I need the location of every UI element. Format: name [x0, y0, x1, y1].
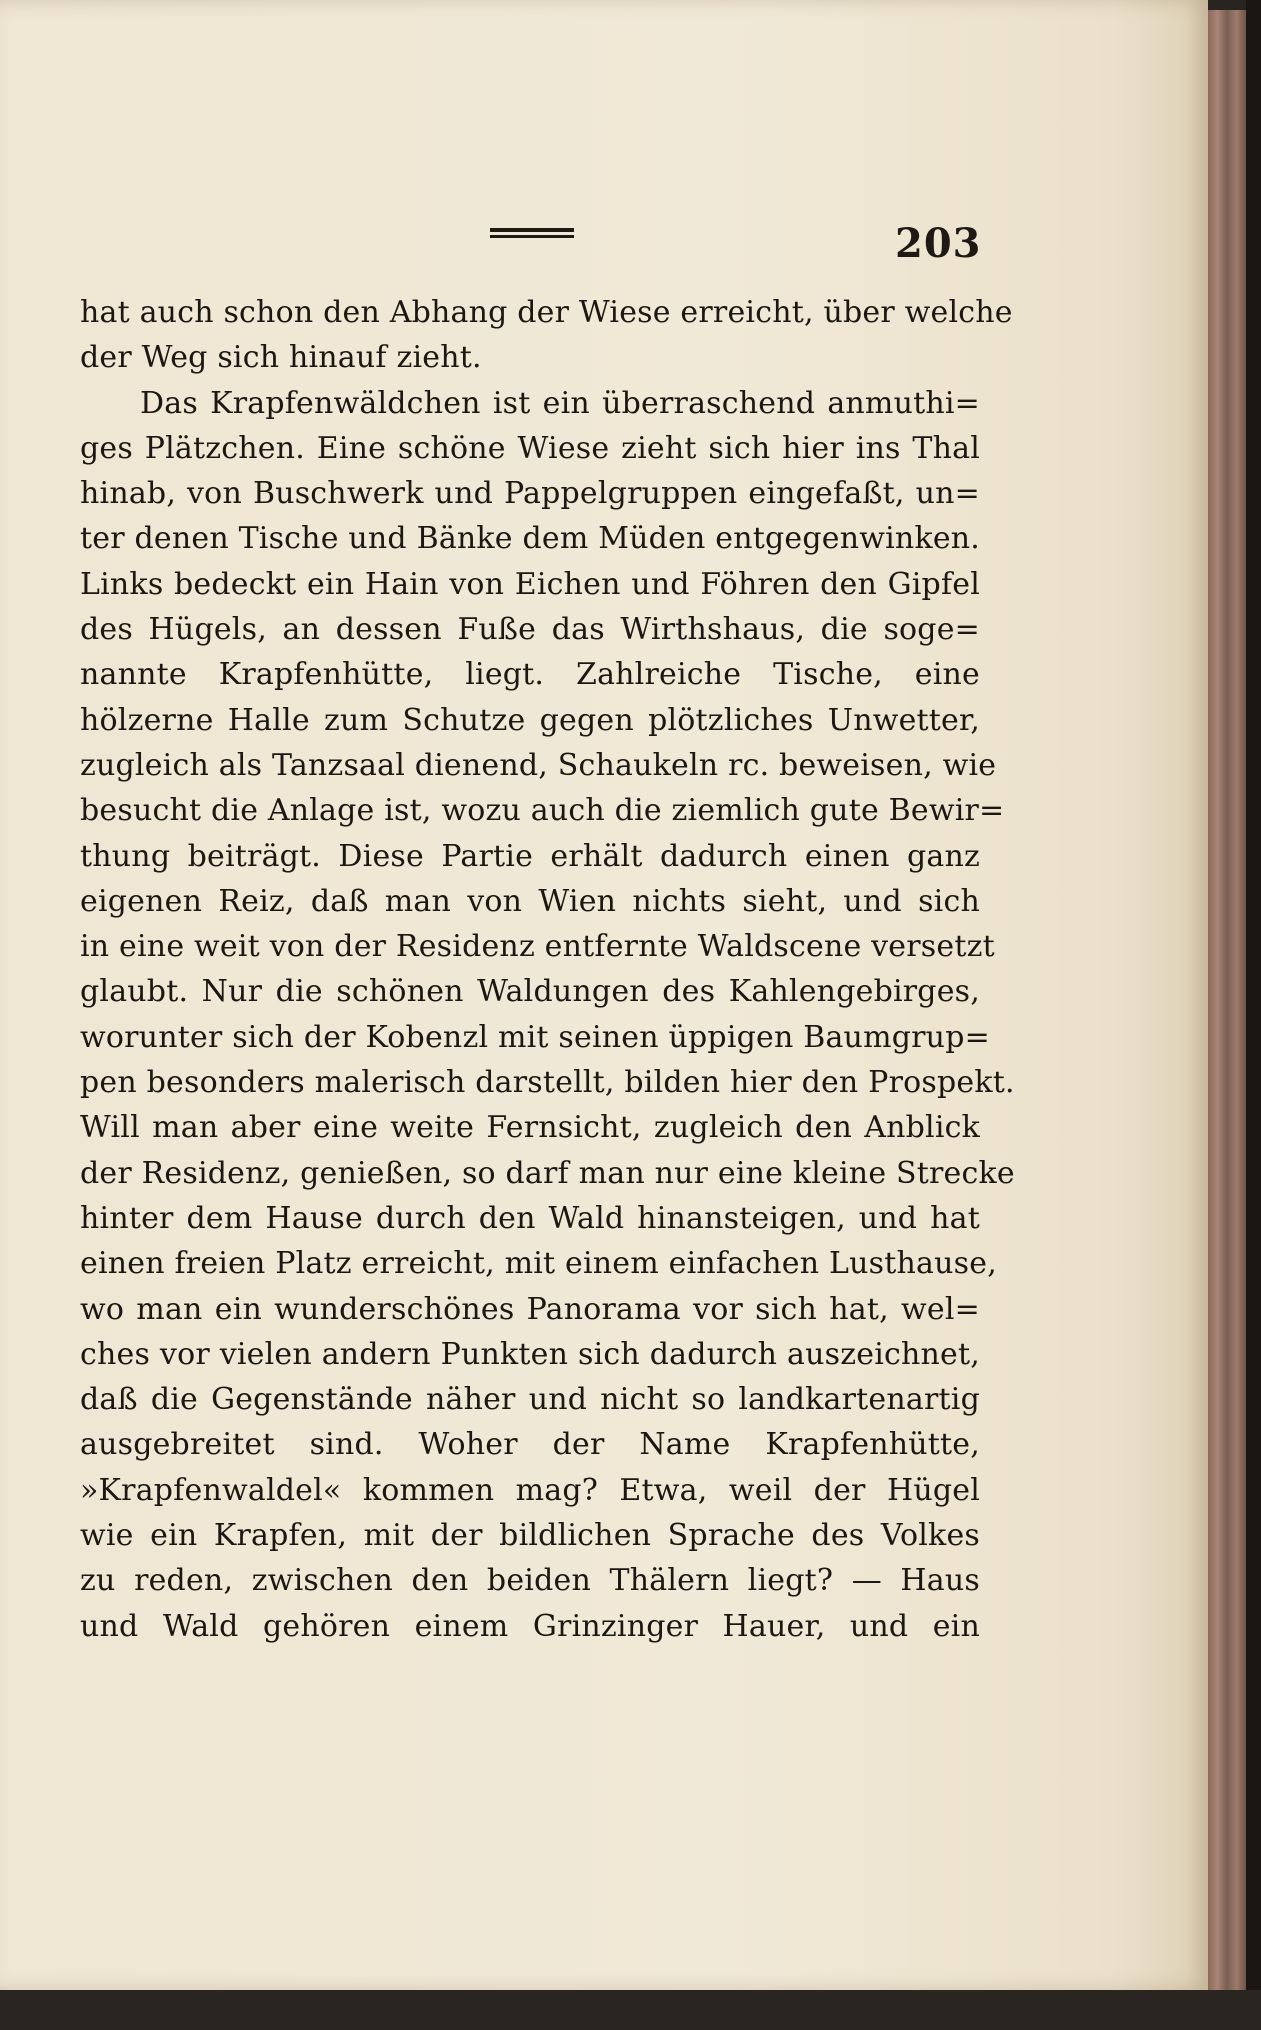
text-line: Das Krapfenwäldchen ist ein überraschend anmuthi=	[140, 385, 980, 421]
text-line: Links bedeckt ein Hain von Eichen und Föhren den Gipfel	[80, 566, 980, 602]
text-line: besucht die Anlage ist, wozu auch die ziemlich gute Bewir=	[80, 793, 1005, 829]
text-line: einen freien Platz erreicht, mit einem einfachen Lusthause,	[80, 1246, 997, 1282]
text-line: und Wald gehören einem Grinzinger Hauer, und ein	[80, 1608, 980, 1644]
text-line: hat auch schon den Abhang der Wiese erreicht, über welche	[80, 295, 1013, 330]
text-line: eigenen Reiz, daß man von Wien nichts sieht, und sich	[80, 883, 980, 919]
header-rule	[490, 228, 574, 238]
text-line: der Residenz, genießen, so darf man nur eine kleine Strecke	[80, 1155, 1015, 1191]
text-line: ges Plätzchen. Eine schöne Wiese zieht sich hier ins Thal	[80, 430, 980, 466]
edge-shadow	[1246, 0, 1261, 2030]
text-line: worunter sich der Kobenzl mit seinen üppigen Baumgrup=	[80, 1019, 990, 1055]
text-line: ausgebreitet sind. Woher der Name Krapfenhütte,	[80, 1427, 980, 1463]
text-line: Will man aber eine weite Fernsicht, zugleich den Anblick	[80, 1110, 980, 1146]
body-text	[80, 290, 1015, 1649]
text-line: der Weg sich hinauf zieht.	[80, 340, 482, 376]
text-line: des Hügels, an dessen Fuße das Wirthshaus, die soge=	[80, 612, 980, 648]
text-line: daß die Gegenstände näher und nicht so landkartenartig	[80, 1382, 980, 1418]
text-line: zugleich als Tanzsaal dienend, Schaukeln rc. beweisen, wie	[80, 747, 997, 783]
page-block-edge	[1208, 10, 1246, 1990]
text-line: hinter dem Hause durch den Wald hinansteigen, und hat	[80, 1200, 980, 1236]
text-line: hölzerne Halle zum Schutze gegen plötzliches Unwetter,	[80, 702, 980, 738]
page-number: 203	[895, 220, 982, 267]
text-line: wo man ein wunderschönes Panorama vor sich hat, wel=	[80, 1291, 980, 1327]
text-line: in eine weit von der Residenz entfernte Waldscene versetzt	[80, 929, 995, 965]
text-line: ches vor vielen andern Punkten sich dadurch auszeichnet,	[80, 1336, 980, 1372]
text-line: thung beiträgt. Diese Partie erhält dadurch einen ganz	[80, 838, 980, 874]
text-line: hinab, von Buschwerk und Pappelgruppen eingefaßt, un=	[80, 476, 980, 512]
text-line: wie ein Krapfen, mit der bildlichen Sprache des Volkes	[80, 1518, 980, 1554]
text-line: zu reden, zwischen den beiden Thälern liegt? — Haus	[80, 1563, 980, 1599]
bottom-strip	[0, 1990, 1261, 2030]
text-line: nannte Krapfenhütte, liegt. Zahlreiche Tische, eine	[80, 657, 980, 693]
text-line: glaubt. Nur die schönen Waldungen des Kahlengebirges,	[80, 974, 980, 1010]
text-line: ter denen Tische und Bänke dem Müden entgegenwinken.	[80, 521, 981, 557]
text-line: pen besonders malerisch darstellt, bilden hier den Prospekt.	[80, 1065, 1015, 1101]
text-line: »Krapfenwaldel« kommen mag? Etwa, weil der Hügel	[80, 1472, 980, 1508]
